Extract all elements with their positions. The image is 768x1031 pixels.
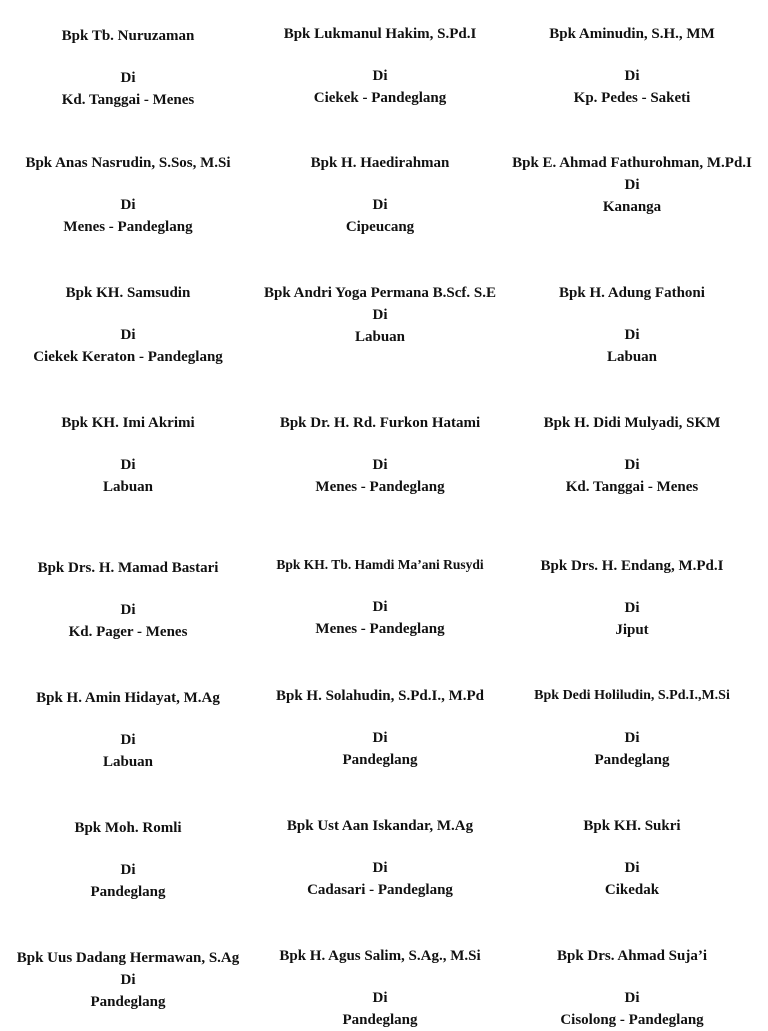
di-text: Di bbox=[624, 457, 640, 473]
recipient-address: Cipeucang bbox=[345, 219, 415, 235]
recipient-name: Bpk Drs. Ahmad Suja’i bbox=[556, 948, 708, 964]
di-text: Di bbox=[372, 197, 388, 213]
recipient-name: Bpk H. Didi Mulyadi, SKM bbox=[543, 415, 721, 431]
address-label bbox=[512, 282, 752, 368]
address-label bbox=[512, 555, 752, 641]
recipient-name: Bpk Lukmanul Hakim, S.Pd.I bbox=[283, 26, 477, 42]
address-label bbox=[260, 685, 500, 771]
di-text: Di bbox=[372, 730, 388, 746]
address-label bbox=[8, 947, 248, 1013]
di-text: Di bbox=[624, 730, 640, 746]
recipient-name: Bpk Andri Yoga Permana B.Scf. S.E bbox=[264, 285, 496, 301]
recipient-name: Bpk Drs. H. Mamad Bastari bbox=[37, 560, 219, 576]
recipient-address: Cadasari - Pandeglang bbox=[307, 882, 453, 898]
address-label bbox=[260, 412, 500, 498]
di-text: Di bbox=[372, 68, 388, 84]
address-label bbox=[512, 412, 752, 498]
di-text: Di bbox=[624, 68, 640, 84]
di-text: Di bbox=[624, 177, 640, 193]
recipient-name: Bpk KH. Samsudin bbox=[65, 285, 191, 301]
address-label bbox=[512, 152, 752, 218]
recipient-address: Labuan bbox=[102, 754, 154, 770]
recipient-address: Kananga bbox=[602, 199, 662, 215]
recipient-address: Pandeglang bbox=[90, 884, 166, 900]
di-text: Di bbox=[120, 70, 136, 86]
address-label bbox=[8, 412, 248, 498]
di-text: Di bbox=[120, 602, 136, 618]
recipient-address: Labuan bbox=[354, 329, 406, 345]
recipient-address: Cisolong - Pandeglang bbox=[560, 1012, 704, 1028]
address-label bbox=[8, 817, 248, 903]
address-label bbox=[512, 23, 752, 109]
di-text: Di bbox=[372, 599, 388, 615]
di-text: Di bbox=[120, 862, 136, 878]
recipient-name: Bpk H. Agus Salim, S.Ag., M.Si bbox=[279, 948, 481, 964]
recipient-address: Kp. Pedes - Saketi bbox=[573, 90, 691, 106]
address-label bbox=[260, 282, 500, 348]
recipient-address: Labuan bbox=[102, 479, 154, 495]
recipient-address: Kd. Pager - Menes bbox=[68, 624, 188, 640]
address-label bbox=[260, 945, 500, 1031]
di-text: Di bbox=[120, 972, 136, 988]
recipient-name: Bpk Anas Nasrudin, S.Sos, M.Si bbox=[25, 155, 231, 171]
recipient-address: Pandeglang bbox=[90, 994, 166, 1010]
recipient-address: Pandeglang bbox=[594, 752, 670, 768]
di-text: Di bbox=[372, 860, 388, 876]
recipient-address: Cikedak bbox=[604, 882, 660, 898]
recipient-name: Bpk Dr. H. Rd. Furkon Hatami bbox=[279, 415, 481, 431]
recipient-address: Labuan bbox=[606, 349, 658, 365]
recipient-address: Kd. Tanggai - Menes bbox=[565, 479, 699, 495]
recipient-name: Bpk Moh. Romli bbox=[74, 820, 182, 836]
recipient-name: Bpk KH. Tb. Hamdi Ma’ani Rusydi bbox=[276, 557, 484, 572]
di-text: Di bbox=[120, 197, 136, 213]
recipient-name: Bpk Uus Dadang Hermawan, S.Ag bbox=[16, 950, 240, 966]
address-label bbox=[8, 282, 248, 368]
recipient-name: Bpk H. Adung Fathoni bbox=[559, 285, 705, 301]
recipient-name: Bpk KH. Imi Akrimi bbox=[61, 415, 195, 431]
di-text: Di bbox=[120, 457, 136, 473]
recipient-address: Ciekek - Pandeglang bbox=[313, 90, 447, 106]
recipient-address: Pandeglang bbox=[342, 1012, 418, 1028]
recipient-name: Bpk H. Haedirahman bbox=[310, 155, 450, 171]
recipient-address: Menes - Pandeglang bbox=[315, 621, 445, 637]
di-text: Di bbox=[120, 732, 136, 748]
di-text: Di bbox=[372, 307, 388, 323]
di-text: Di bbox=[372, 990, 388, 1006]
address-label bbox=[510, 685, 754, 771]
recipient-name: Bpk KH. Sukri bbox=[583, 818, 681, 834]
di-text: Di bbox=[624, 600, 640, 616]
recipient-name: Bpk Aminudin, S.H., MM bbox=[549, 26, 715, 42]
recipient-address: Menes - Pandeglang bbox=[315, 479, 445, 495]
address-label bbox=[260, 152, 500, 238]
recipient-name: Bpk Tb. Nuruzaman bbox=[61, 28, 195, 44]
di-text: Di bbox=[372, 457, 388, 473]
address-label bbox=[260, 815, 500, 901]
address-label bbox=[512, 945, 752, 1031]
recipient-address: Menes - Pandeglang bbox=[63, 219, 193, 235]
di-text: Di bbox=[624, 860, 640, 876]
recipient-name: Bpk Dedi Holiludin, S.Pd.I.,M.Si bbox=[534, 688, 730, 703]
address-label bbox=[8, 152, 248, 238]
address-label bbox=[8, 25, 248, 111]
recipient-address: Kd. Tanggai - Menes bbox=[61, 92, 195, 108]
recipient-name: Bpk H. Amin Hidayat, M.Ag bbox=[36, 690, 220, 706]
address-label bbox=[260, 554, 500, 640]
recipient-address: Ciekek Keraton - Pandeglang bbox=[33, 349, 223, 365]
recipient-address: Pandeglang bbox=[342, 752, 418, 768]
address-label bbox=[8, 687, 248, 773]
recipient-name: Bpk Ust Aan Iskandar, M.Ag bbox=[286, 818, 474, 834]
recipient-name: Bpk Drs. H. Endang, M.Pd.I bbox=[540, 558, 724, 574]
address-label bbox=[8, 557, 248, 643]
di-text: Di bbox=[120, 327, 136, 343]
di-text: Di bbox=[624, 327, 640, 343]
di-text: Di bbox=[624, 990, 640, 1006]
address-label bbox=[512, 815, 752, 901]
address-label bbox=[260, 23, 500, 109]
recipient-address: Jiput bbox=[615, 622, 649, 638]
recipient-name: Bpk H. Solahudin, S.Pd.I., M.Pd bbox=[275, 688, 484, 704]
recipient-name: Bpk E. Ahmad Fathurohman, M.Pd.I bbox=[512, 155, 752, 171]
